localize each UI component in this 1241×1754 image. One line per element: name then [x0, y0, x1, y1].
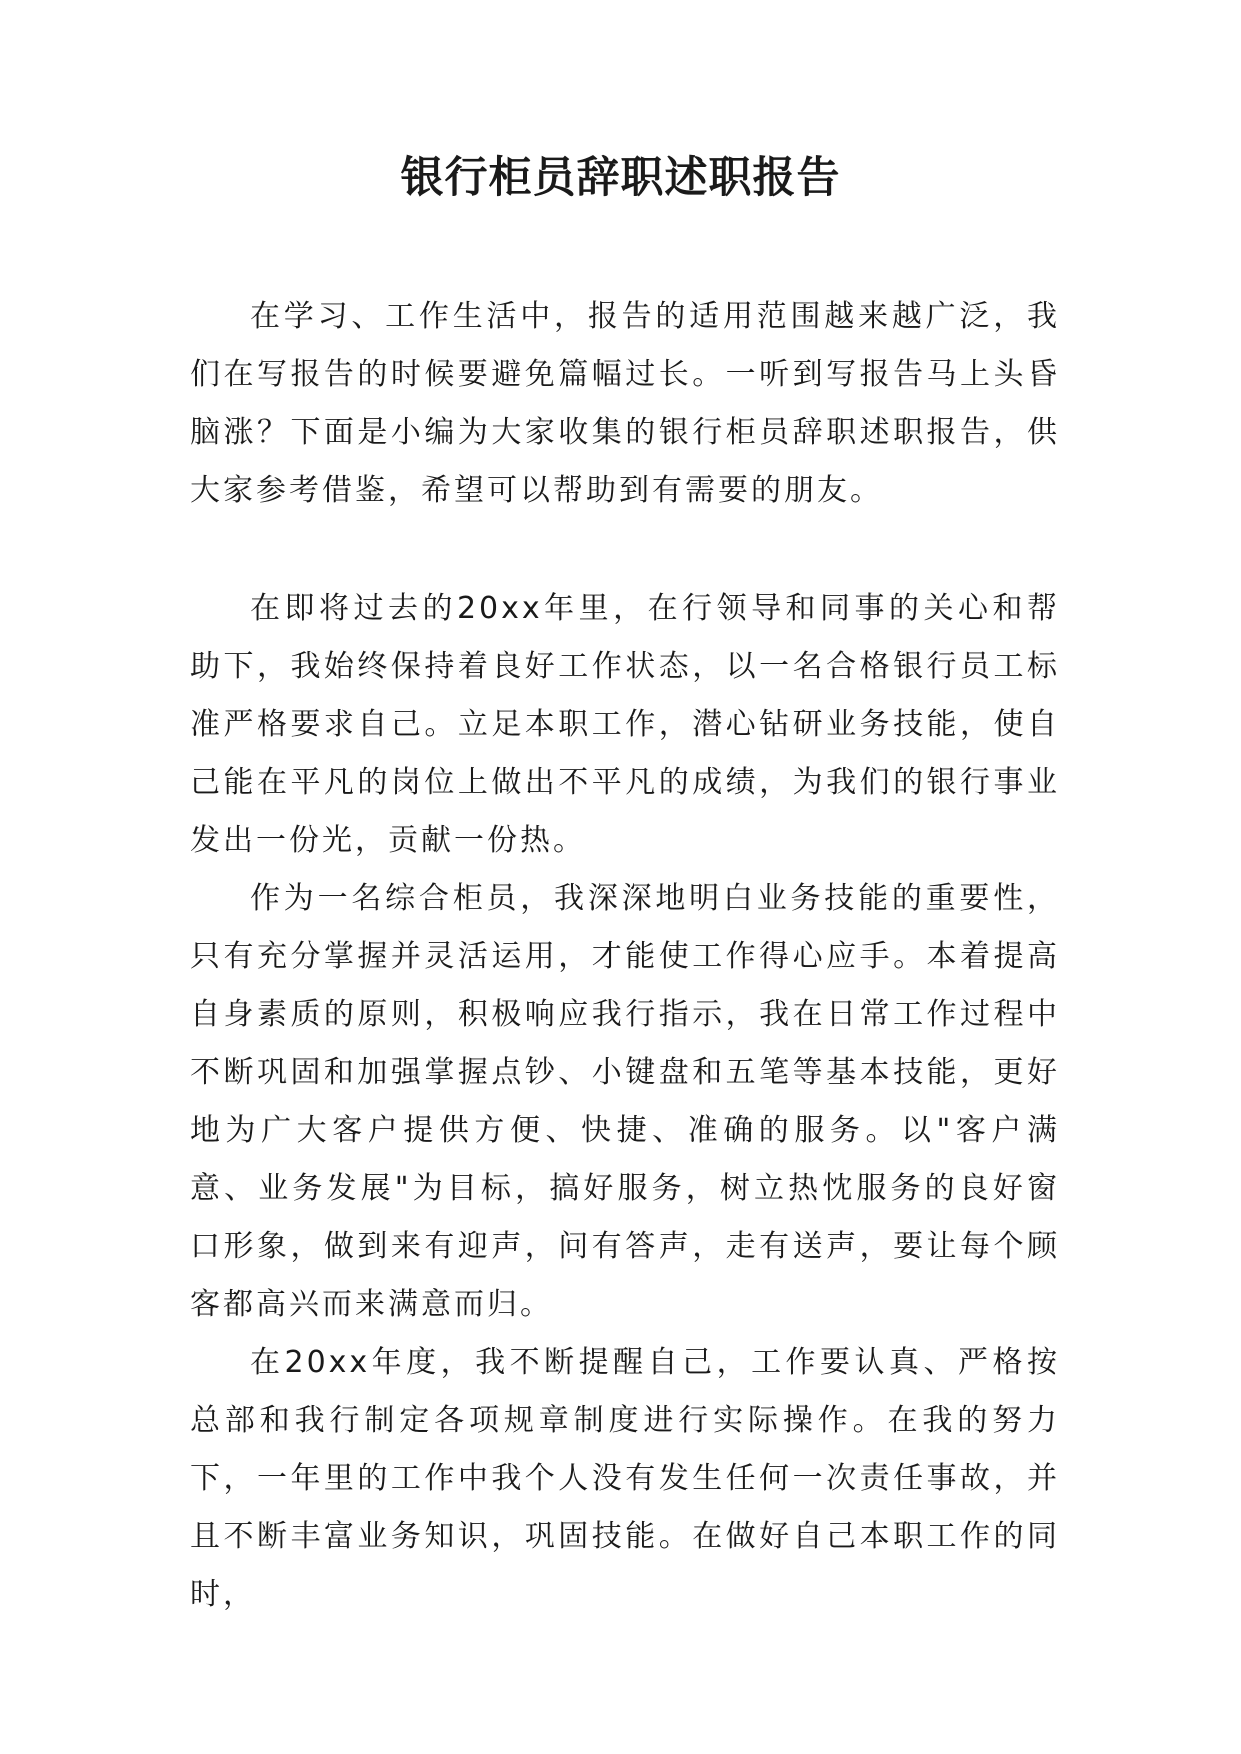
- paragraph-skills: 作为一名综合柜员，我深深地明白业务技能的重要性，只有充分掌握并灵活运用，才能使工作得心应手。本着提高自身素质的原则，积极响应我行指示，我在日常工作过程中不断巩固和加强掌握点钞、小键盘和五笔等基本技能，更好地为广大客户提供方便、快捷、准确的服务。以"客户满意、业务发展"为目标，搞好服务，树立热忱服务的良好窗口形象，做到来有迎声，问有答声，走有送声，要让每个顾客都高兴而来满意而归。: [190, 881, 1060, 1322]
- document-body: [190, 288, 1060, 1624]
- document-title: 银行柜员辞职述职报告: [400, 153, 841, 203]
- paragraph-spacer: [190, 520, 1060, 580]
- paragraph-intro: 在学习、工作生活中，报告的适用范围越来越广泛，我们在写报告的时候要避免篇幅过长。一听到写报告马上头昏脑涨？下面是小编为大家收集的银行柜员辞职述职报告，供大家参考借鉴，希望可以帮助到有需要的朋友。: [190, 299, 1060, 508]
- paragraph-compliance: 在20xx年度，我不断提醒自己，工作要认真、严格按总部和我行制定各项规章制度进行实际操作。在我的努力下，一年里的工作中我个人没有发生任何一次责任事故，并且不断丰富业务知识，巩固技能。在做好自己本职工作的同时，: [190, 1345, 1060, 1612]
- paragraph-summary: 在即将过去的20xx年里，在行领导和同事的关心和帮助下，我始终保持着良好工作状态，以一名合格银行员工标准严格要求自己。立足本职工作，潜心钻研业务技能，使自己能在平凡的岗位上做出不平凡的成绩，为我们的银行事业发出一份光，贡献一份热。: [190, 591, 1060, 858]
